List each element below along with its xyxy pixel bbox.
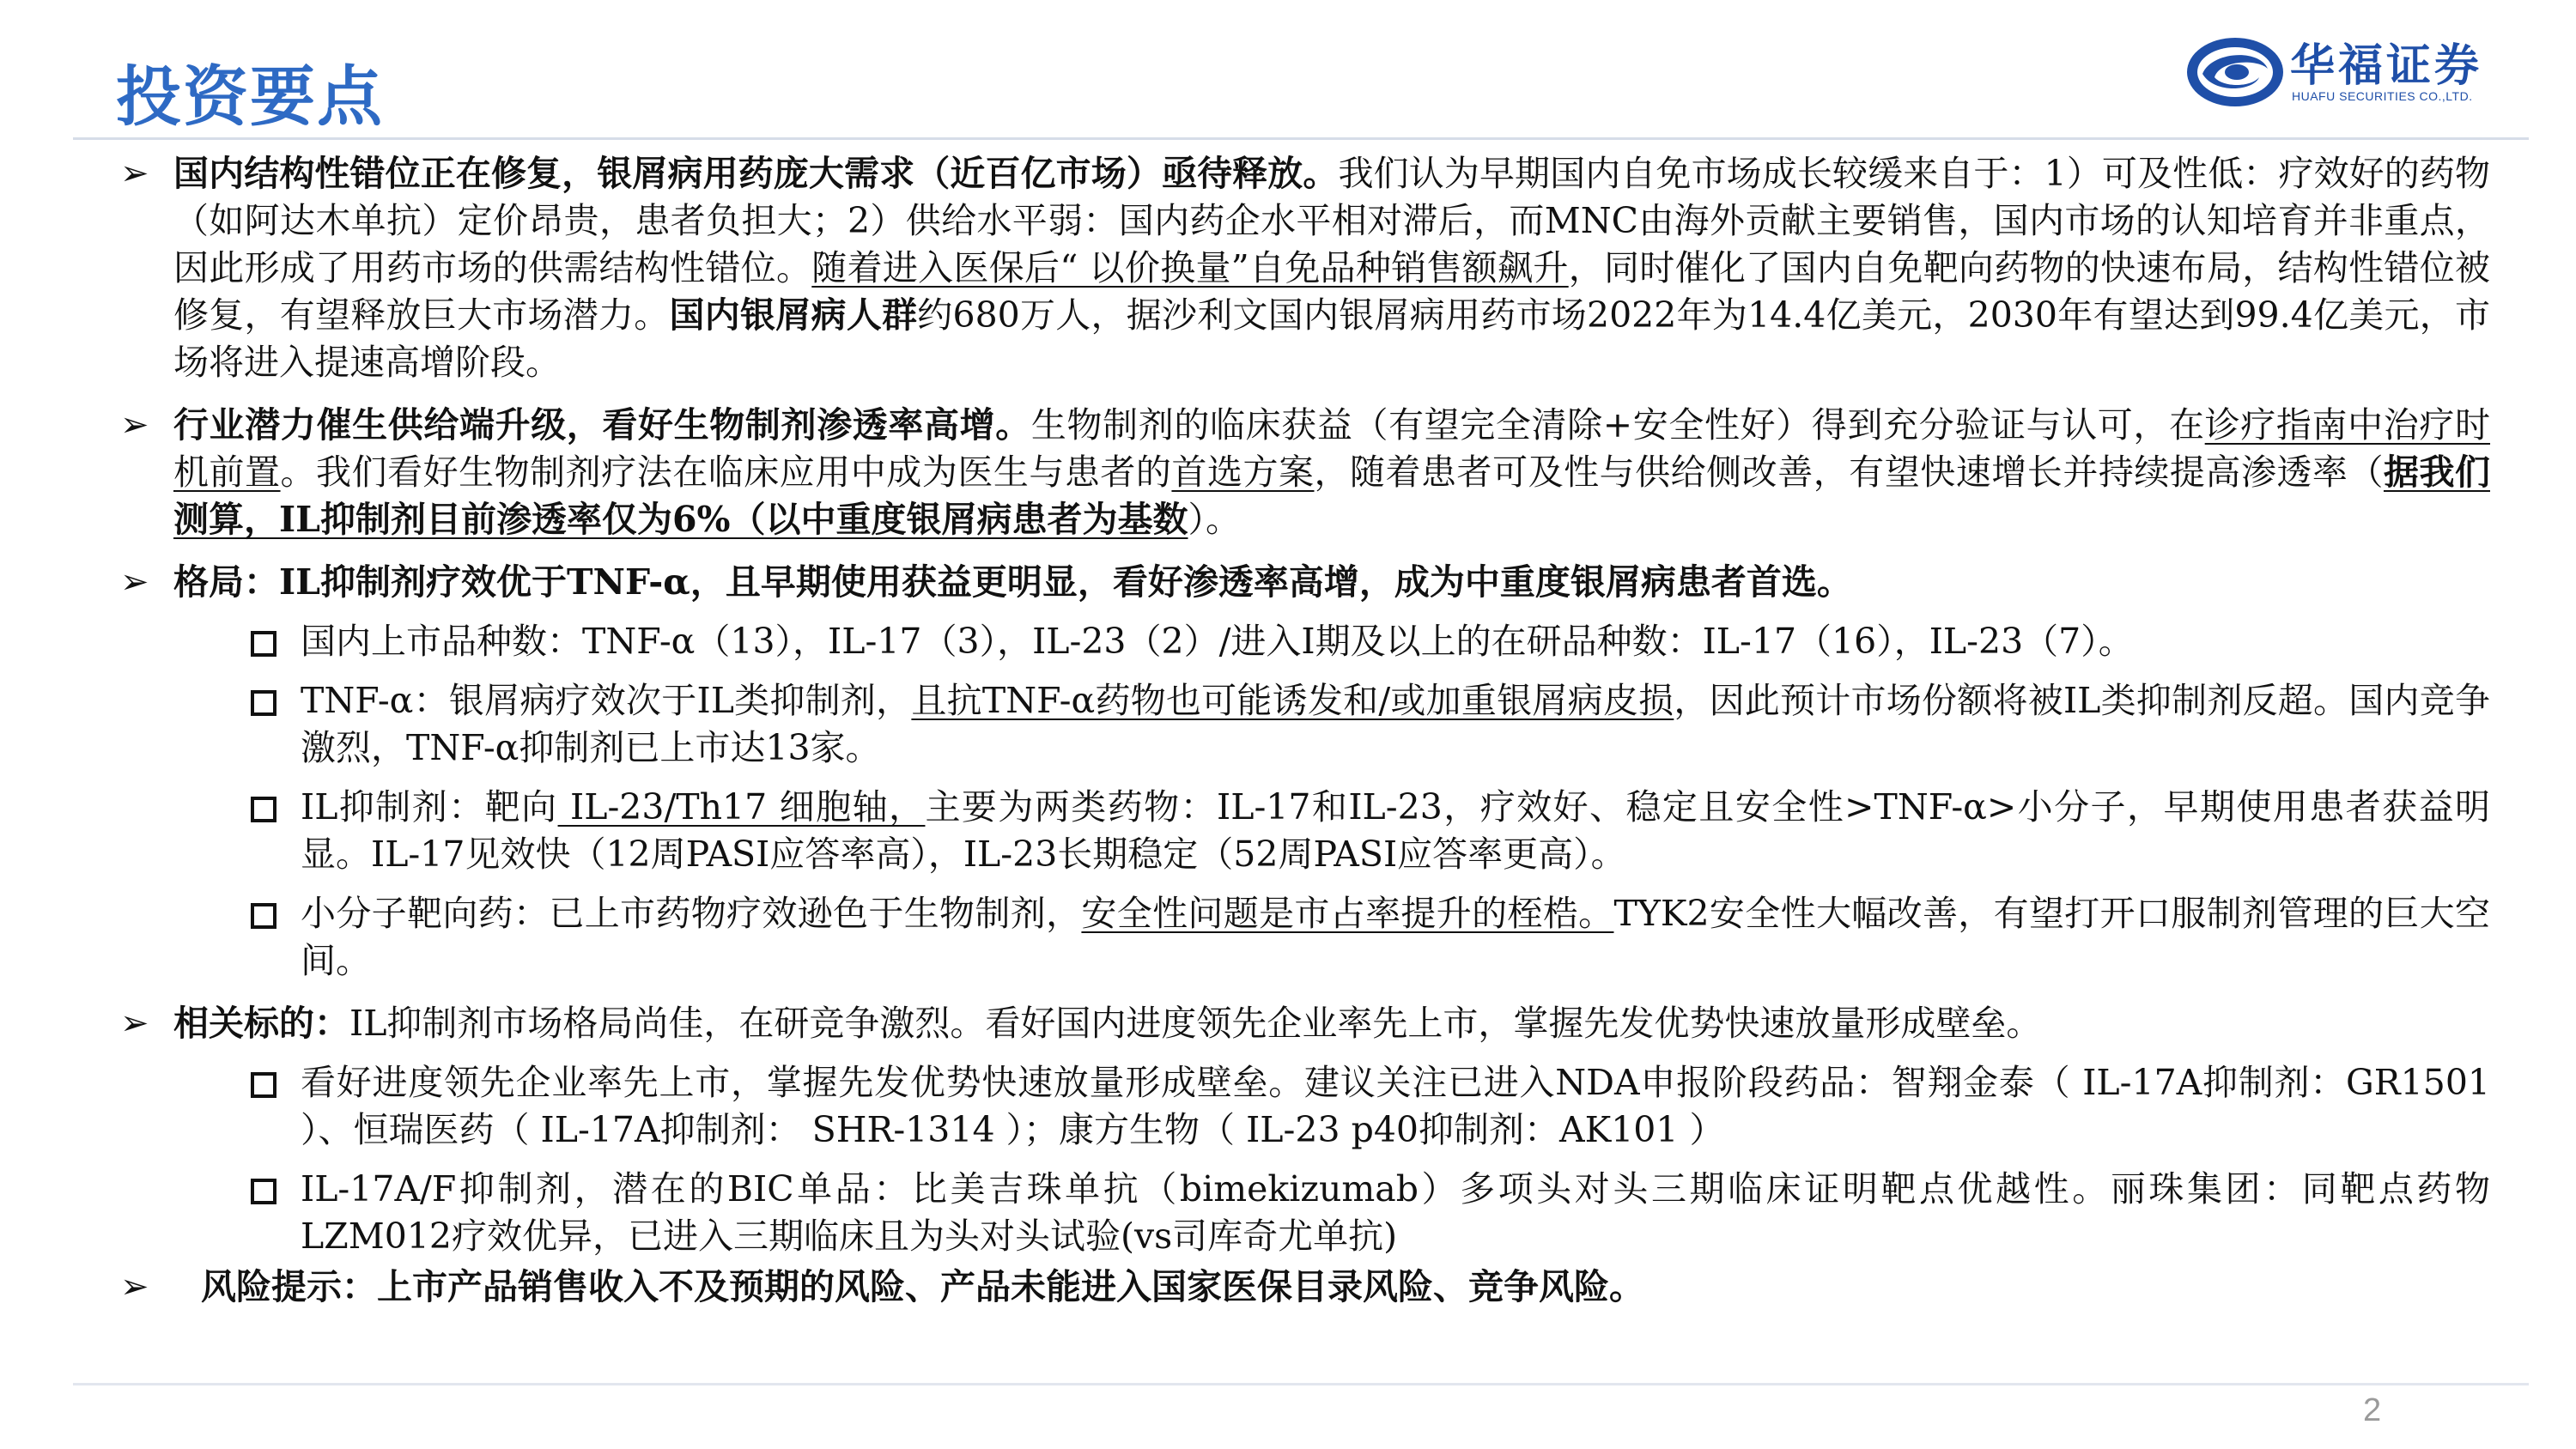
bullet-text: ）。 <box>1188 499 1241 540</box>
sub-bullet-tnf <box>120 677 2490 772</box>
bullet-text: IL抑制剂市场格局尚佳，在研竞争激烈。看好国内进度领先企业率先上市，掌握先发优势快速放量形成壁垒。 <box>349 1003 2042 1044</box>
bullet-heading: 风险提示：上市产品销售收入不及预期的风险、产品未能进入国家医保目录风险、竞争风险。 <box>201 1266 1644 1307</box>
arrow-bullet-icon: ➢ <box>120 154 149 193</box>
underlined-text: IL-23/Th17 细胞轴， <box>557 786 926 828</box>
company-logo <box>2185 29 2520 115</box>
bullet-heading: 相关标的： <box>173 1003 349 1044</box>
sub-bullet-il-inhibitor <box>120 784 2490 878</box>
bullet-text: 。我们看好生物制剂疗法在临床应用中成为医生与患者的 <box>280 452 1172 493</box>
underlined-text: 且抗TNF-α药物也可能诱发和/或加重银屑病皮损 <box>911 680 1674 721</box>
logo-chinese-name: 华福证券 <box>2290 40 2483 92</box>
logo-english-name: HUAFU SECURITIES CO.,LTD. <box>2292 89 2473 103</box>
huafu-swirl-icon <box>2185 34 2285 110</box>
sub-bullet-leading-companies <box>120 1059 2490 1154</box>
sub-bullet-text: 主要为两类药物：IL-17和IL-23，疗效好、稳定且安全性>TNF-α>小分子，早期使用患者获益明显。IL-17见效快（12周PASI应答率高），IL-23长期稳定（52周PASI应答率更高）。 <box>301 786 2491 875</box>
square-bullet-icon <box>251 690 276 716</box>
bold-text: 国内银屑病人群 <box>669 294 918 336</box>
bullet-related-targets <box>120 1000 2490 1047</box>
sub-bullet-il17af <box>120 1166 2490 1260</box>
sub-bullet-approved-counts <box>120 618 2490 665</box>
bullet-text: 我们认为早期国内自免市场成长较缓来自于：1）可及性低：疗效好的药物（如阿达木单抗）定价昂贵，患者负担大；2）供给水平弱：国内药企水平相对滞后，而MNC由海外贡献主要销售，国内市场的认知培育并非重点，因此形成了用药市场的供需结构性错位。 <box>173 153 2490 288</box>
bullet-text: 生物制剂的临床获益（有望完全清除+安全性好）得到充分验证与认可，在 <box>1030 404 2205 446</box>
bullet-heading: 国内结构性错位正在修复，银屑病用药庞大需求（近百亿市场）亟待释放。 <box>173 153 1339 194</box>
arrow-bullet-icon: ➢ <box>120 1267 149 1307</box>
underlined-bold-text: 据我们测算，IL抑制剂目前渗透率仅为6%（以中重度银屑病患者为基数 <box>173 452 2490 540</box>
bullet-biologics-penetration <box>120 402 2490 543</box>
underlined-text: 首选方案 <box>1171 452 1315 493</box>
bullet-heading: 格局：IL抑制剂疗效优于TNF-α，且早期使用获益更明显，看好渗透率高增，成为中重度银屑病患者首选。 <box>173 561 1852 603</box>
bullet-text: 约680万人，据沙利文国内银屑病用药市场2022年为14.4亿美元，2030年有望达到99.4亿美元，市场将进入提速高增阶段。 <box>173 294 2491 383</box>
arrow-bullet-icon: ➢ <box>120 1003 149 1043</box>
square-bullet-icon <box>251 631 276 657</box>
sub-bullet-text: 国内上市品种数：TNF-α（13），IL-17（3），IL-23（2）/进入I期及以上的在研品种数：IL-17（16），IL-23（7）。 <box>301 621 2134 662</box>
underlined-text: 安全性问题是市占率提升的桎梏。 <box>1081 893 1614 934</box>
page-title: 投资要点 <box>116 58 384 135</box>
bullet-text: ，同时催化了国内自免靶向药物的快速布局，结构性错位被修复，有望释放巨大市场潜力。 <box>173 247 2491 336</box>
square-bullet-icon <box>251 1072 276 1098</box>
arrow-bullet-icon: ➢ <box>120 562 149 602</box>
sub-bullet-text: TYK2安全性大幅改善，有望打开口服制剂管理的巨大空间。 <box>301 893 2491 981</box>
bullet-text: ，随着患者可及性与供给侧改善，有望快速增长并持续提高渗透率（ <box>1314 452 2384 493</box>
sub-bullet-text: 看好进度领先企业率先上市，掌握先发优势快速放量形成壁垒。建议关注已进入NDA申报阶段药品：智翔金泰（ IL-17A抑制剂：GR1501 ）、恒瑞医药（ IL-17A抑制剂： SHR-1314 ）；康方生物（ IL-23 p40抑制剂：AK101 ） <box>301 1062 2490 1150</box>
bullet-landscape <box>120 559 2490 606</box>
square-bullet-icon <box>251 903 276 929</box>
sub-bullet-text: IL-17A/F抑制剂，潜在的BIC单品：比美吉珠单抗（bimekizumab）多项头对头三期临床证明靶点优越性。丽珠集团：同靶点药物LZM012疗效优异，已进入三期临床且为头对头试验(vs司库奇尤单抗) <box>301 1168 2490 1257</box>
arrow-bullet-icon: ➢ <box>120 405 149 445</box>
content-body <box>120 150 2490 1311</box>
sub-bullet-text: ，因此预计市场份额将被IL类抑制剂反超。国内竞争激烈，TNF-α抑制剂已上市达13家。 <box>301 680 2490 768</box>
underlined-text: 随着进入医保后“ 以价换量”自免品种销售额飙升 <box>811 247 1569 288</box>
sub-bullet-small-molecule <box>120 890 2490 985</box>
footer-divider <box>73 1383 2529 1385</box>
square-bullet-icon <box>251 1179 276 1204</box>
bullet-risk-warning <box>120 1264 2490 1311</box>
bullet-domestic-structure <box>120 150 2490 386</box>
header-divider <box>73 137 2529 140</box>
page-number: 2 <box>2363 1392 2382 1428</box>
underlined-text: 诊疗指南中治疗时机前置 <box>173 404 2491 493</box>
sub-bullet-text: 小分子靶向药：已上市药物疗效逊色于生物制剂， <box>301 893 1082 934</box>
bullet-heading: 行业潜力催生供给端升级，看好生物制剂渗透率高增。 <box>173 404 1031 446</box>
square-bullet-icon <box>251 797 276 822</box>
sub-bullet-text: IL抑制剂：靶向 <box>301 786 558 828</box>
sub-bullet-text: TNF-α：银屑病疗效次于IL类抑制剂， <box>301 680 912 721</box>
